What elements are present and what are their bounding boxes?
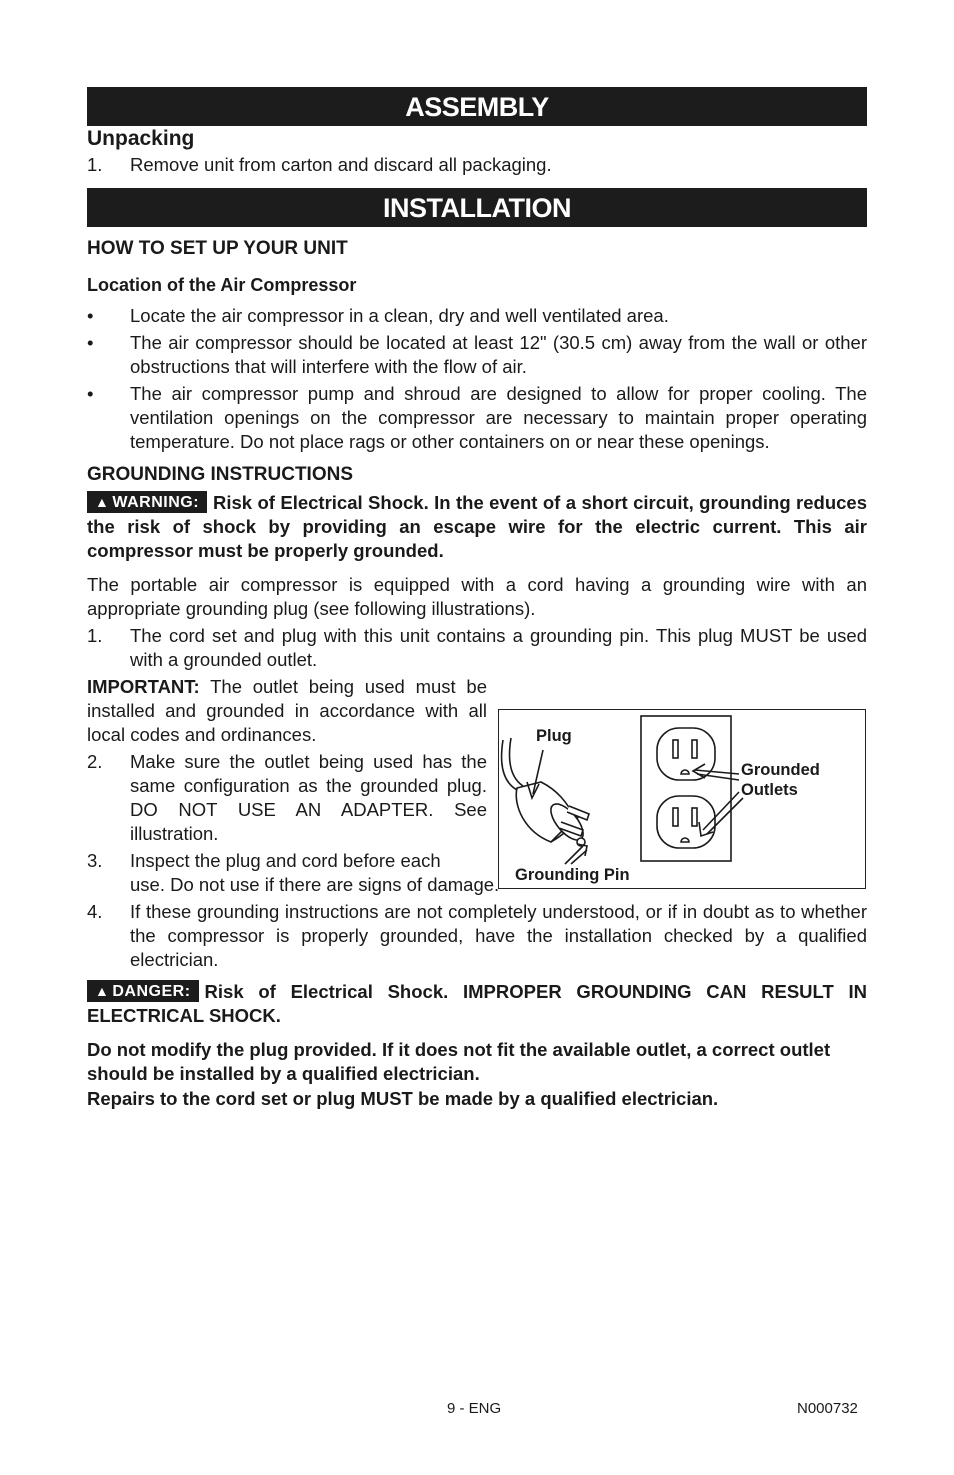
cord-line — [510, 738, 524, 786]
step-text: Remove unit from carton and discard all packaging. — [130, 154, 552, 175]
warning-text: Risk of Electrical Shock. In the event of a short circuit, grounding reduces the risk of shock by providing an escape wire for the electric current. This air compressor must be properly grounded. — [87, 492, 867, 561]
warning-triangle-icon: ▲ — [95, 494, 110, 510]
outlet-top — [657, 728, 715, 780]
warning-block — [87, 491, 867, 563]
document-code: N000732 — [797, 1400, 858, 1417]
important-column — [87, 675, 487, 846]
step-text: Make sure the outlet being used has the same configuration as the grounded plug. — [130, 751, 487, 796]
plug-outlet-illustration — [498, 709, 866, 889]
bullet-text: The air compressor should be located at least 12" (30.5 cm) away from the wall or other obstructions that will interfere with the flow of air. — [130, 332, 867, 377]
pin-arrow — [571, 850, 587, 864]
grounding-heading: GROUNDING INSTRUCTIONS — [87, 464, 353, 485]
important-note — [87, 675, 487, 747]
grounding-step-1 — [87, 624, 867, 672]
final-warning-2: Repairs to the cord set or plug MUST be made by a qualified electrician. — [87, 1088, 719, 1109]
step-text-end: See illustration. — [130, 799, 488, 844]
bullet-text: Locate the air compressor in a clean, dry and well ventilated area. — [130, 305, 669, 326]
step-number: 1. — [87, 154, 103, 175]
grounding-step-2 — [87, 750, 487, 846]
grounded-outlets-label — [741, 760, 820, 800]
grounding-step-4 — [87, 900, 867, 972]
bullet-item — [87, 304, 867, 328]
location-heading: Location of the Air Compressor — [87, 275, 357, 295]
bullet-mark: • — [87, 305, 94, 326]
manual-page — [87, 87, 867, 1111]
location-bullets — [87, 304, 867, 454]
grounding-intro: The portable air compressor is equipped with a cord having a grounding wire with an appropriate grounding plug (see following illustrations). — [87, 574, 867, 619]
danger-text: Risk of Electrical Shock. IMPROPER GROUNDING CAN RESULT IN ELECTRICAL SHOCK. — [87, 981, 867, 1026]
step-text-line2: use. Do not use if there are signs of damage. — [130, 874, 500, 895]
warning-badge — [87, 491, 207, 513]
outlets-label-line2: Outlets — [741, 781, 798, 799]
final-warning-1: Do not modify the plug provided. If it does not fit the available outlet, a correct outlet should be installed by a qualified electrician. — [87, 1039, 831, 1084]
danger-triangle-icon: ▲ — [95, 983, 110, 999]
installation-banner: INSTALLATION — [87, 188, 867, 227]
no-adapter-text: DO NOT USE AN ADAPTER. — [130, 799, 434, 820]
step-text-line1: Inspect the plug and cord before each — [130, 850, 441, 871]
danger-badge — [87, 980, 199, 1002]
step-number: 4. — [87, 901, 103, 922]
step-number: 3. — [87, 850, 103, 871]
important-text: The outlet being used must be installed and grounded in accordance with all local codes and ordinances. — [87, 676, 487, 745]
danger-block — [87, 980, 867, 1028]
grounding-pin-label: Grounding Pin — [515, 866, 630, 884]
step-number: 2. — [87, 751, 103, 772]
unpacking-step — [87, 153, 867, 177]
page-number: 9 - ENG — [447, 1400, 502, 1417]
unpacking-heading: Unpacking — [87, 127, 195, 150]
bullet-mark: • — [87, 332, 94, 353]
step-text: The cord set and plug with this unit contains a grounding pin. This plug MUST be used with a grounded outlet. — [130, 625, 867, 670]
outlets-label-line1: Grounded — [741, 761, 820, 779]
setup-heading: HOW TO SET UP YOUR UNIT — [87, 238, 348, 259]
assembly-banner: ASSEMBLY — [87, 87, 867, 126]
important-label: IMPORTANT: — [87, 676, 200, 697]
warning-badge-label: WARNING: — [112, 494, 200, 511]
outlet-bottom — [657, 796, 715, 848]
bullet-item — [87, 382, 867, 454]
step-text: If these grounding instructions are not completely understood, or if in doubt as to whether the compressor is properly grounded, have the installation checked by a qualified electrician. — [130, 901, 867, 970]
danger-badge-label: DANGER: — [112, 983, 191, 1000]
bullet-text: The air compressor pump and shroud are designed to allow for proper cooling. The ventilation openings on the compressor are necessary to maintain proper operating temperature. Do not place rags or other containers on or near these openings. — [130, 383, 867, 452]
plug-label: Plug — [536, 727, 572, 745]
bullet-mark: • — [87, 383, 94, 404]
step-number: 1. — [87, 625, 103, 646]
bullet-item — [87, 331, 867, 379]
